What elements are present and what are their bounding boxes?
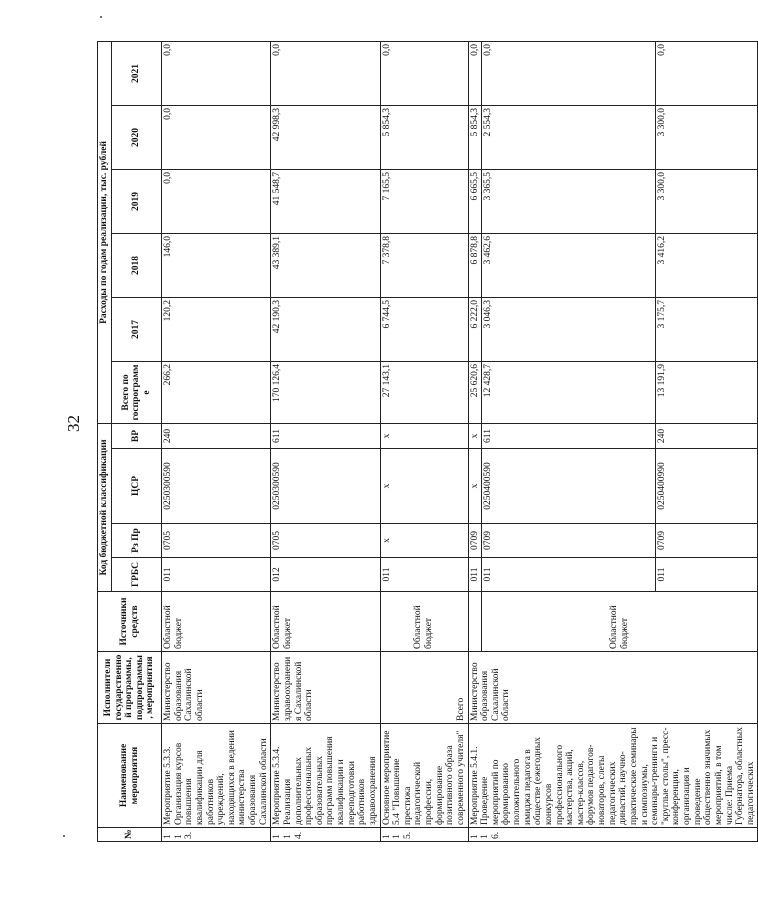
row-2017: 6 744,5 bbox=[380, 297, 468, 361]
table-row bbox=[271, 41, 380, 841]
row-source: Областной бюджет bbox=[482, 592, 758, 652]
row-rzpr: x bbox=[380, 524, 468, 558]
row-total: 27 143,1 bbox=[380, 361, 468, 423]
row-grbs: 011 bbox=[380, 558, 468, 592]
header-name: Наименование мероприятия bbox=[98, 724, 162, 828]
expenses-table bbox=[97, 41, 758, 842]
row-rzpr: 0709 bbox=[656, 524, 758, 558]
row-2019: 3 300,0 bbox=[656, 169, 758, 233]
header-no: № bbox=[98, 828, 162, 842]
header-source: Источники средств bbox=[98, 592, 162, 652]
header-executor: Исполнители государственной программы, подпрограммы, мероприятия bbox=[98, 652, 162, 724]
row-name: Мероприятие 5.3.3. Организация курсов повышения квалификации для работников учреждений, находящихся в ведении министерства образования Сахалинской области bbox=[162, 724, 271, 828]
row-rzpr: 0709 bbox=[468, 524, 482, 558]
header-grbs: ГРБС bbox=[112, 558, 162, 592]
row-total: 12 428,7 bbox=[482, 361, 656, 423]
row-no: 116. bbox=[468, 828, 758, 842]
row-total: 170 126,4 bbox=[271, 361, 380, 423]
row-2020: 0,0 bbox=[162, 105, 271, 169]
rotated-table-wrapper bbox=[97, 42, 756, 842]
row-csr: 0250300590 bbox=[162, 449, 271, 524]
row-2017: 42 190,3 bbox=[271, 297, 380, 361]
row-2017: 3 046,3 bbox=[482, 297, 656, 361]
row-executor: Министерство образования Сахалинской области bbox=[162, 652, 271, 724]
row-no: 113. bbox=[162, 828, 271, 842]
row-2019: 6 665,5 bbox=[468, 169, 482, 233]
row-2019: 0,0 bbox=[162, 169, 271, 233]
row-2018: 43 389,1 bbox=[271, 233, 380, 297]
row-grbs: 011 bbox=[482, 558, 656, 592]
row-vr: x bbox=[468, 423, 482, 448]
row-executor: Министерство образования Сахалинской области bbox=[468, 652, 758, 724]
row-vr: 240 bbox=[162, 423, 271, 448]
header-vr: ВР bbox=[112, 423, 162, 448]
row-2018: 3 462,6 bbox=[482, 233, 656, 297]
header-year: 2019 bbox=[112, 169, 162, 233]
row-2017: 6 222,0 bbox=[468, 297, 482, 361]
row-csr: 0250300590 bbox=[271, 449, 380, 524]
empty-cell bbox=[468, 592, 482, 652]
row-2021: 0,0 bbox=[162, 41, 271, 105]
row-csr: 0250400990 bbox=[656, 449, 758, 524]
row-2021: 0,0 bbox=[271, 41, 380, 105]
row-total: 25 620,6 bbox=[468, 361, 482, 423]
row-2018: 146,0 bbox=[162, 233, 271, 297]
row-name: Мероприятие 5.3.4. Реализация дополнительных профессиональных образовательных программ повышения квалификации и переподготовки работников здравоохранения bbox=[271, 724, 380, 828]
row-name: Мероприятие 5.4.1. Проведение мероприятий по формированию положительного имиджа педагога в обществе (ежегодных конкурсов профессионального мастерства, акций, мастер-классов, форумов педагогов-новаторов, слеты педагогических династий, научно-практические семинары и симпозиумы, семинары-тренинги и "круглые столы", пресс-конференции, организация и проведение общественно значимых мероприятий, в том числе: Приема Губернатора, областных педагогических bbox=[468, 724, 758, 828]
row-vr: x bbox=[380, 423, 468, 448]
row-2020: 5 854,3 bbox=[380, 105, 468, 169]
scan-speck bbox=[63, 835, 65, 837]
table-row bbox=[162, 41, 271, 841]
row-2020: 3 300,0 bbox=[656, 105, 758, 169]
row-vr: 611 bbox=[482, 423, 656, 448]
row-source: Областной бюджет bbox=[162, 592, 271, 652]
row-no: 114. bbox=[271, 828, 380, 842]
row-2021: 0,0 bbox=[482, 41, 656, 105]
row-2019: 3 365,5 bbox=[482, 169, 656, 233]
row-2020: 2 554,3 bbox=[482, 105, 656, 169]
row-csr: 0250400590 bbox=[482, 449, 656, 524]
row-2017: 120,2 bbox=[162, 297, 271, 361]
row-csr: x bbox=[380, 449, 468, 524]
row-executor: Всего bbox=[380, 652, 468, 724]
row-2021: 0,0 bbox=[656, 41, 758, 105]
header-total: Всего по госпрограмме bbox=[112, 361, 162, 423]
header-year: 2020 bbox=[112, 105, 162, 169]
row-grbs: 012 bbox=[271, 558, 380, 592]
row-total: 266,2 bbox=[162, 361, 271, 423]
header-year: 2018 bbox=[112, 233, 162, 297]
table-row bbox=[468, 41, 482, 841]
header-year: 2021 bbox=[112, 41, 162, 105]
row-2019: 7 165,5 bbox=[380, 169, 468, 233]
row-no: 115. bbox=[380, 828, 468, 842]
row-csr: x bbox=[468, 449, 482, 524]
row-vr: 240 bbox=[656, 423, 758, 448]
row-source: Областной бюджет bbox=[271, 592, 380, 652]
row-grbs: 011 bbox=[656, 558, 758, 592]
row-2017: 3 175,7 bbox=[656, 297, 758, 361]
row-total: 13 191,9 bbox=[656, 361, 758, 423]
row-grbs: 011 bbox=[162, 558, 271, 592]
row-rzpr: 0709 bbox=[482, 524, 656, 558]
row-rzpr: 0705 bbox=[162, 524, 271, 558]
row-2021: 0,0 bbox=[380, 41, 468, 105]
header-csr: ЦСР bbox=[112, 449, 162, 524]
row-2019: 41 548,7 bbox=[271, 169, 380, 233]
row-2018: 6 878,8 bbox=[468, 233, 482, 297]
header-budget-class: Код бюджетной классификации bbox=[98, 423, 112, 591]
header-rzpr: Рз Пр bbox=[112, 524, 162, 558]
row-2020: 5 854,3 bbox=[468, 105, 482, 169]
row-2018: 7 378,8 bbox=[380, 233, 468, 297]
row-executor: Министерство здравоохранения Сахалинской области bbox=[271, 652, 380, 724]
scan-speck bbox=[100, 16, 102, 18]
row-source: Областной бюджет bbox=[380, 592, 468, 652]
table-row bbox=[380, 41, 468, 841]
row-rzpr: 0705 bbox=[271, 524, 380, 558]
row-vr: 611 bbox=[271, 423, 380, 448]
header-year: 2017 bbox=[112, 297, 162, 361]
row-grbs: 011 bbox=[468, 558, 482, 592]
row-2021: 0,0 bbox=[468, 41, 482, 105]
row-2018: 3 416,2 bbox=[656, 233, 758, 297]
header-expenses: Расходы по годам реализации, тыс. рублей bbox=[98, 41, 112, 423]
row-2020: 42 998,3 bbox=[271, 105, 380, 169]
page-number: 32 bbox=[64, 415, 83, 432]
row-name: Основное мероприятие 5.4 "Повышение престижа педагогической профессии, формирование позитивного образа современного учителя" bbox=[380, 724, 468, 828]
